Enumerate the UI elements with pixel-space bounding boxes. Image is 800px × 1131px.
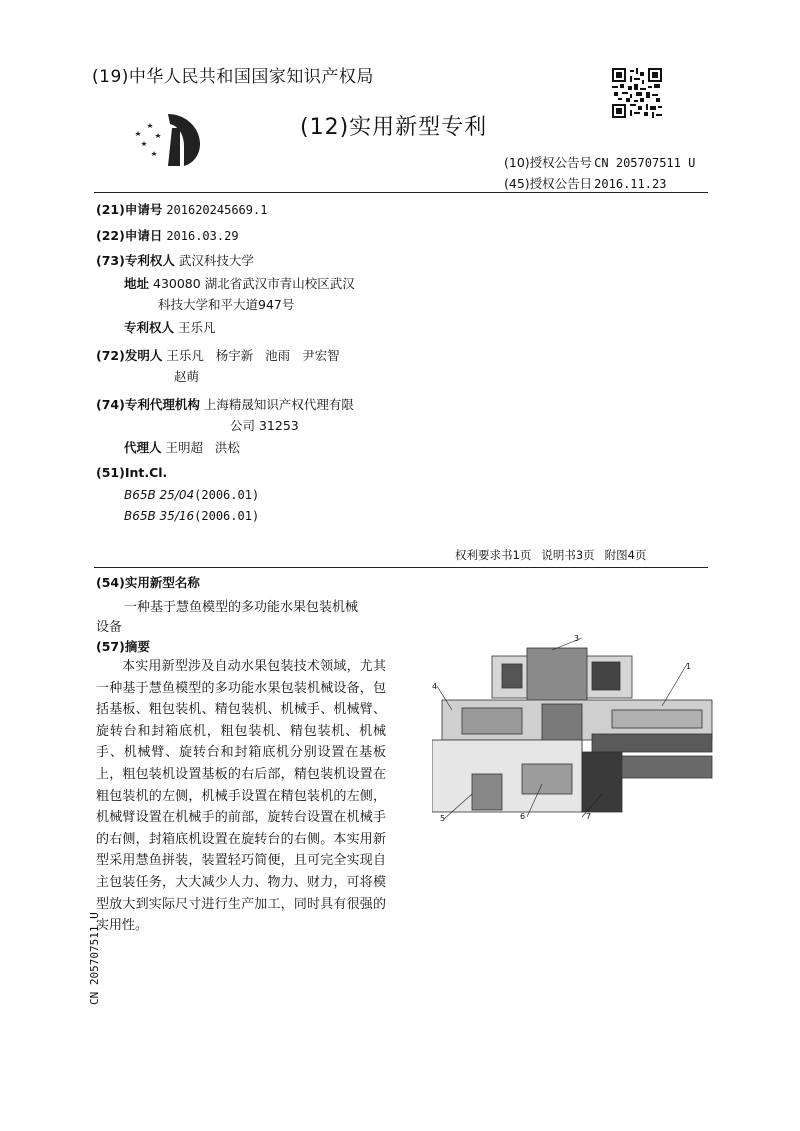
application-number: 201620245669.1: [166, 203, 268, 217]
ipc-version-1: (2006.01): [194, 488, 260, 502]
address-label: 地址: [124, 276, 150, 291]
publication-date-label: (45)授权公告日: [504, 176, 593, 191]
claims-pages: 权利要求书1页: [455, 548, 532, 562]
title-label: [96, 573, 200, 591]
drawings-pages: 附图4页: [604, 548, 647, 562]
title-label-text: (54)实用新型名称: [96, 575, 200, 590]
fig-label-3-top: 3: [574, 634, 580, 643]
application-date-row: [96, 226, 239, 244]
abstract-label: [96, 637, 150, 655]
patentee-label: (73)专利权人: [96, 253, 175, 268]
side-publication-number: [70, 895, 101, 1005]
document-type: (12)实用新型专利: [300, 115, 488, 140]
application-number-label: (21)申请号: [96, 202, 163, 217]
agency-row: [96, 395, 354, 413]
patentee: 武汉科技大学: [178, 253, 254, 268]
intcl-label: [96, 465, 167, 480]
intcl-label-text: (51)Int.Cl.: [96, 465, 168, 480]
address-line-1: 430080 湖北省武汉市青山校区武汉: [153, 276, 355, 291]
application-date-label: (22)申请日: [96, 228, 163, 243]
application-date: 2016.03.29: [166, 229, 239, 243]
cnipa-logo: [128, 106, 208, 168]
patentee2-label: 专利权人: [124, 320, 175, 335]
ipc-row-1: [124, 487, 259, 502]
publication-number-row: [504, 153, 695, 171]
fig-label-6: 6: [520, 812, 526, 821]
publication-date: 2016.11.23: [594, 177, 667, 191]
ipc-row-2: [124, 508, 259, 523]
abstract-text: 本实用新型涉及自动水果包装技术领域，尤其一种基于慧鱼模型的多功能水果包装机械设备，包括基板、粗包装机、精包装机、机械手、机械臂、旋转台和封箱底机，粗包装机、精包装机、机械手、机械臂、旋转台和封箱底机分别设置在基板上，粗包装机设置基板的右后部，精包装机设置在粗包装机的左侧，机械手设置在精包装机的左侧，机械臂设置在机械手的前部，旋转台设置在机械手的右侧，封箱底机设置在旋转台的右侧。本实用新型采用慧鱼拼装，装置轻巧简便，且可完全实现自主包装任务，大大减少人力、物力、财力，可将模型放大到实际尺寸进行生产加工，同时具有很强的实用性。: [96, 659, 386, 934]
header-divider: [94, 192, 708, 193]
abstract-figure: [432, 634, 722, 824]
patentee2-row: [124, 318, 216, 336]
agent: 王明超 洪松: [165, 440, 240, 455]
ipc-version-2: (2006.01): [194, 509, 260, 523]
agent-row: [124, 438, 240, 456]
patentee2: 王乐凡: [178, 320, 216, 335]
page-counts: [455, 547, 656, 563]
utility-model-title-line-2: 设备: [96, 620, 123, 635]
fig-label-7: 7: [586, 812, 592, 821]
agency-line-2: 公司 31253: [230, 418, 299, 433]
inventors-label: (72)发明人: [96, 348, 163, 363]
agency-line-1: 上海精晟知识产权代理有限: [203, 397, 354, 412]
agent-label: 代理人: [124, 440, 162, 455]
address-row: [124, 274, 355, 292]
publication-number-label: (10)授权公告号: [504, 155, 593, 170]
fig-label-4: 4: [432, 682, 438, 691]
inventors-row: [96, 346, 340, 364]
side-publication-number-text: CN 205707511 U: [88, 912, 101, 1005]
abstract-label-text: (57)摘要: [96, 639, 150, 654]
address-line-2: 科技大学和平大道947号: [158, 297, 295, 312]
ipc-code-1: B65B 25/04: [124, 488, 195, 502]
pages-divider: [94, 567, 708, 568]
ipc-code-2: B65B 35/16: [124, 509, 195, 523]
inventors-line-1: 王乐凡 杨宇新 池雨 尹宏智: [166, 348, 340, 363]
inventors-line-2: 赵萌: [174, 369, 200, 384]
publication-number: CN 205707511 U: [594, 156, 696, 170]
application-number-row: [96, 200, 267, 218]
publication-date-row: [504, 174, 666, 192]
qr-code: [612, 68, 662, 118]
description-pages: 说明书3页: [541, 548, 595, 562]
utility-model-title-line-1: 一种基于慧鱼模型的多功能水果包装机械: [124, 600, 359, 615]
issuing-office: (19)中华人民共和国国家知识产权局: [92, 67, 374, 87]
agency-label: (74)专利代理机构: [96, 397, 200, 412]
patentee-row: [96, 251, 254, 269]
fig-label-1: 1: [686, 662, 692, 671]
fig-label-5: 5: [440, 814, 446, 823]
